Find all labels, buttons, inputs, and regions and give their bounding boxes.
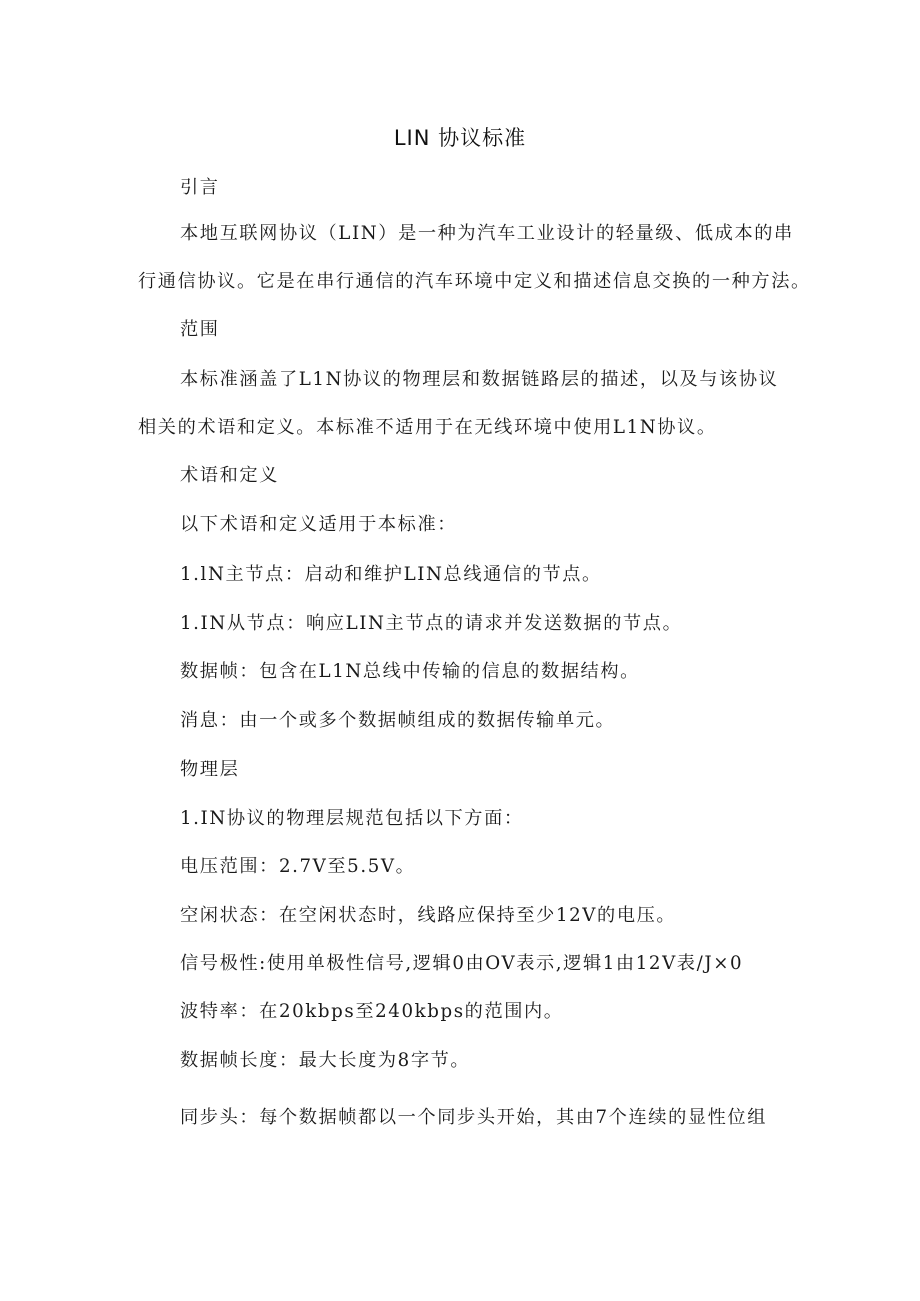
spec-item: 数据帧长度：最大长度为8字节。 [180,1050,471,1071]
spec-item: 波特率：在20kbps至240kbps的范围内。 [180,1001,564,1022]
definition-item: 数据帧：包含在L1N总线中传输的信息的数据结构。 [180,661,640,682]
document-title: LIN 协议标准 [393,126,527,150]
section-heading-scope: 范围 [180,319,220,340]
paragraph-line: 以下术语和定义适用于本标准： [180,514,458,535]
definition-item: 1.IN从节点：响应LIN主节点的请求并发送数据的节点。 [180,613,683,634]
spec-item: 空闲状态：在空闲状态时，线路应保持至少12V的电压。 [180,905,677,926]
section-heading-terms: 术语和定义 [180,465,279,486]
section-heading-introduction: 引言 [180,177,220,198]
paragraph-line: 1.IN协议的物理层规范包括以下方面： [180,808,524,829]
section-heading-physical-layer: 物理层 [180,759,240,780]
paragraph-line: 本地互联网协议（LIN）是一种为汽车工业设计的轻量级、低成本的串 [180,223,794,244]
paragraph-line: 行通信协议。它是在串行通信的汽车环境中定义和描述信息交换的一种方法。 [138,271,811,292]
spec-item: 信号极性:使用单极性信号,逻辑0由OV表示,逻辑1由12V表/J×0 [180,953,744,974]
spec-item: 电压范围：2.7V至5.5V。 [180,856,416,877]
definition-item: 1.lN主节点：启动和维护LIN总线通信的节点。 [180,564,602,585]
paragraph-line: 本标准涵盖了L1N协议的物理层和数据链路层的描述，以及与该协议 [180,369,779,390]
paragraph-line: 相关的术语和定义。本标准不适用于在无线环境中使用L1N协议。 [138,417,717,438]
spec-item: 同步头：每个数据帧都以一个同步头开始，其由7个连续的显性位组 [180,1107,768,1128]
definition-item: 消息：由一个或多个数据帧组成的数据传输单元。 [180,710,616,731]
